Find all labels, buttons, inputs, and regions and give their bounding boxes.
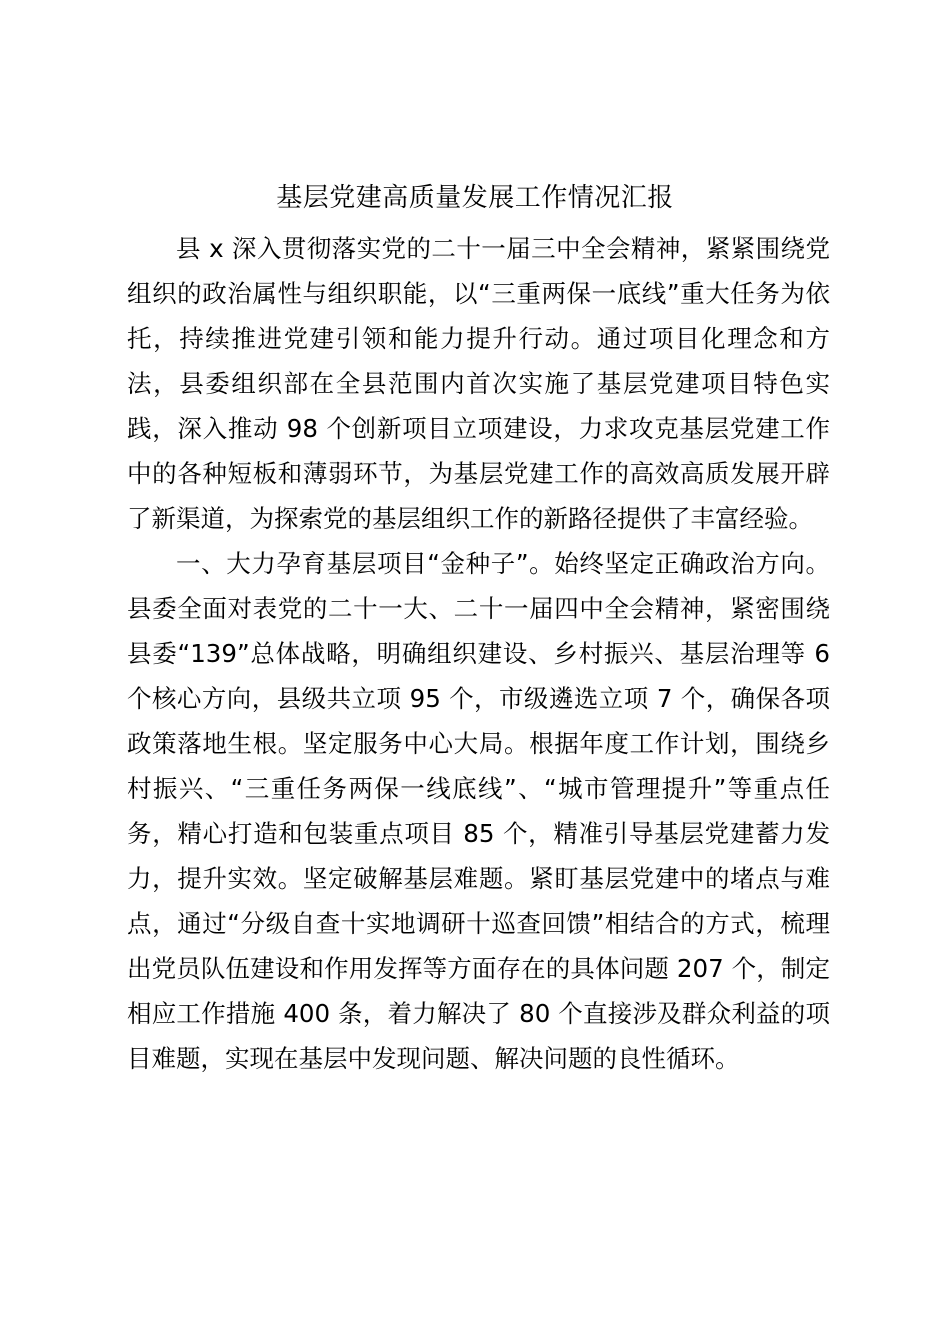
document-body [127,226,830,1081]
document-title: 基层党建高质量发展工作情况汇报 [276,183,674,213]
paragraph-section-one: 一、大力孕育基层项目“金种子”。始终坚定正确政治方向。县委全面对表党的二十一大、二十一届四中全会精神，紧密围绕县委“139”总体战略，明确组织建设、乡村振兴、基层治理等 6 个核心方向，县级共立项 95 个，市级遴选立项 7 个，确保各项政策落地生根。坚定服务中心大局。根据年度工作计划，围绕乡村振兴、“三重任务两保一线底线”、“城市管理提升”等重点任务，精心打造和包装重点项目 85 个，精准引导基层党建蓄力发力，提升实效。坚定破解基层难题。紧盯基层党建中的堵点与难点，通过“分级自查十实地调研十巡查回馈”相结合的方式，梳理出党员队伍建设和作用发挥等方面存在的具体问题 207 个，制定相应工作措施 400 条，着力解决了 80 个直接涉及群众利益的项目难题，实现在基层中发现问题、解决问题的良性循环。 [127,549,830,1073]
paragraph-intro: 县 x 深入贯彻落实党的二十一届三中全会精神，紧紧围绕党组织的政治属性与组织职能，以“三重两保一底线”重大任务为依托，持续推进党建引领和能力提升行动。通过项目化理念和方法，县委组织部在全县范围内首次实施了基层党建项目特色实践，深入推动 98 个创新项目立项建设，力求攻克基层党建工作中的各种短板和薄弱环节，为基层党建工作的高效高质发展开辟了新渠道，为探索党的基层组织工作的新路径提供了丰富经验。 [127,234,830,533]
